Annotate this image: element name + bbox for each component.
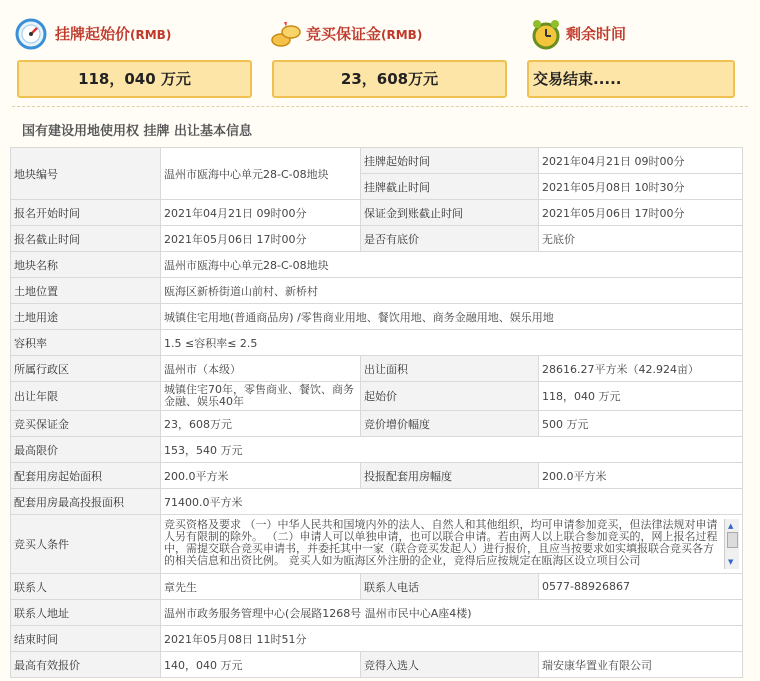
table-row xyxy=(11,226,743,252)
table-key: 土地用途 xyxy=(11,304,161,330)
start-price-label: 挂牌起始价(RMB) xyxy=(55,25,172,43)
table-value: 153，540 万元 xyxy=(161,437,743,463)
table-value: 71400.0平方米 xyxy=(161,489,743,515)
table-key: 保证金到账截止时间 xyxy=(361,200,539,226)
table-key: 最高有效报价 xyxy=(11,652,161,678)
table-value: 2021年04月21日 09时00分 xyxy=(161,200,361,226)
deposit-value-box xyxy=(272,60,507,98)
table-value: 温州市政务服务管理中心(会展路1268号 温州市民中心A座4楼) xyxy=(161,600,743,626)
remaining-time-value-box xyxy=(527,60,735,98)
alarm-clock-icon xyxy=(530,18,562,50)
table-row xyxy=(11,515,743,574)
table-row xyxy=(11,304,743,330)
remaining-time-value: 交易结束..... xyxy=(533,70,622,88)
table-key: 竞买保证金 xyxy=(11,411,161,437)
divider xyxy=(12,106,748,107)
table-row xyxy=(11,330,743,356)
table-value: 200.0平方米 xyxy=(539,463,743,489)
table-row xyxy=(11,600,743,626)
conditions-text: 竞买资格及要求 （一）中华人民共和国境内外的法人、自然人和其他组织，均可申请参加竞买，但法律法规对申请人另有限制的除外。 （二）申请人可以单独申请，也可以联合申请。若由两人以上联合参加竞买的，网上报名过程中，需提交联合竞买申请书，并委托其中一家（联合竞买发起人）进行报价，且应当按要求如实填报联合竞买各方的相关信息和出资比例。 竞买人如为瓯海区外注册的企业，竞得后应按规定在瓯海区设立项目公司 xyxy=(164,519,718,567)
table-value: 2021年05月06日 17时00分 xyxy=(161,226,361,252)
table-value: 瓯海区新桥街道山前村、新桥村 xyxy=(161,278,743,304)
table-value: 瑞安康华置业有限公司 xyxy=(539,652,743,678)
conditions-textarea[interactable] xyxy=(164,519,739,569)
table-value: 2021年05月06日 17时00分 xyxy=(539,200,743,226)
table-key: 报名开始时间 xyxy=(11,200,161,226)
table-value: 0577-88926867 xyxy=(539,574,743,600)
table-key: 所属行政区 xyxy=(11,356,161,382)
table-key: 竞价增价幅度 xyxy=(361,411,539,437)
table-key: 报名截止时间 xyxy=(11,226,161,252)
table-value: 23，608万元 xyxy=(161,411,361,437)
table-row xyxy=(11,356,743,382)
scroll-up-icon[interactable]: ▲ xyxy=(728,522,734,530)
table-row xyxy=(11,574,743,600)
table-key: 地块名称 xyxy=(11,252,161,278)
table-value: 城镇住宅70年，零售商业、餐饮、商务金融、娱乐40年 xyxy=(161,382,361,411)
table-key: 出让年限 xyxy=(11,382,161,411)
table-value: 城镇住宅用地(普通商品房) /零售商业用地、餐饮用地、商务金融用地、娱乐用地 xyxy=(161,304,743,330)
table-key: 挂牌截止时间 xyxy=(361,174,539,200)
table-row xyxy=(11,489,743,515)
table-key: 挂牌起始时间 xyxy=(361,148,539,174)
table-key: 容积率 xyxy=(11,330,161,356)
table-key: 联系人电话 xyxy=(361,574,539,600)
table-key: 竞得入选人 xyxy=(361,652,539,678)
table-row xyxy=(11,200,743,226)
table-key: 最高限价 xyxy=(11,437,161,463)
table-row xyxy=(11,411,743,437)
table-value: 2021年05月08日 10时30分 xyxy=(539,174,743,200)
table-value: 500 万元 xyxy=(539,411,743,437)
table-key: 投报配套用房幅度 xyxy=(361,463,539,489)
table-key: 土地位置 xyxy=(11,278,161,304)
gauge-icon xyxy=(15,18,47,50)
table-row xyxy=(11,626,743,652)
table-value: 28616.27平方米（42.924亩） xyxy=(539,356,743,382)
table-key: 结束时间 xyxy=(11,626,161,652)
table-value: 2021年05月08日 11时51分 xyxy=(161,626,743,652)
conditions-cell[interactable] xyxy=(161,515,743,574)
remaining-time-label: 剩余时间 xyxy=(566,25,627,43)
table-key: 出让面积 xyxy=(361,356,539,382)
table-row xyxy=(11,278,743,304)
table-key: 是否有底价 xyxy=(361,226,539,252)
scroll-down-icon[interactable]: ▼ xyxy=(728,558,734,566)
table-value: 1.5 ≤容积率≤ 2.5 xyxy=(161,330,743,356)
table-key: 联系人 xyxy=(11,574,161,600)
deposit-value: 23，608万元 xyxy=(340,70,439,88)
table-value: 章先生 xyxy=(161,574,361,600)
table-row xyxy=(11,463,743,489)
table-row xyxy=(11,382,743,411)
table-key: 联系人地址 xyxy=(11,600,161,626)
scroll-thumb[interactable] xyxy=(727,532,738,548)
table-value: 118，040 万元 xyxy=(539,382,743,411)
table-key: 地块编号 xyxy=(11,148,161,200)
info-table xyxy=(10,147,742,678)
start-price-value-box xyxy=(17,60,252,98)
table-value: 无底价 xyxy=(539,226,743,252)
table-row xyxy=(11,252,743,278)
coins-icon xyxy=(270,18,302,50)
table-key: 竞买人条件 xyxy=(11,515,161,574)
table-value: 2021年04月21日 09时00分 xyxy=(539,148,743,174)
conditions-scrollbar[interactable] xyxy=(724,519,739,569)
table-row xyxy=(11,652,743,678)
table-value: 温州市（本级） xyxy=(161,356,361,382)
table-key: 配套用房起始面积 xyxy=(11,463,161,489)
table-row xyxy=(11,437,743,463)
table-row xyxy=(11,148,743,174)
table-key: 配套用房最高投报面积 xyxy=(11,489,161,515)
deposit-label: 竞买保证金(RMB) xyxy=(306,25,423,43)
section-title: 国有建设用地使用权 挂牌 出让基本信息 xyxy=(22,124,253,139)
table-value: 140，040 万元 xyxy=(161,652,361,678)
table-value: 200.0平方米 xyxy=(161,463,361,489)
start-price-value: 118，040 万元 xyxy=(78,70,191,88)
table-value: 温州市瓯海中心单元28-C-08地块 xyxy=(161,148,361,200)
table-value: 温州市瓯海中心单元28-C-08地块 xyxy=(161,252,743,278)
table-key: 起始价 xyxy=(361,382,539,411)
